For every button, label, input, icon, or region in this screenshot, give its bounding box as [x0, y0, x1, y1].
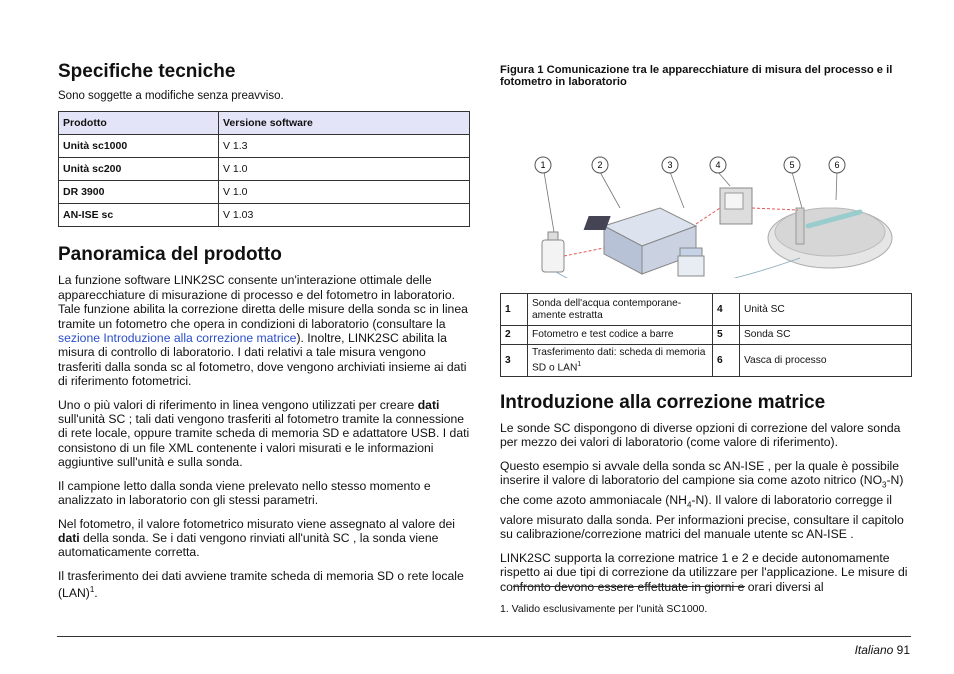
legend-text: Sonda dell'acqua contemporane-amente estratta [528, 294, 713, 326]
callout-label: 4 [715, 160, 721, 170]
specs-title: Specifiche tecniche [58, 61, 236, 82]
callouts [535, 157, 845, 173]
callout-label: 3 [667, 160, 673, 170]
table-row [501, 345, 912, 377]
footer-divider [57, 636, 911, 637]
callout-label: 1 [540, 160, 546, 170]
footer-language: Italiano [854, 643, 894, 657]
subscript: 3 [882, 480, 887, 490]
product-cell: Unità sc200 [59, 158, 219, 181]
footnote-divider [513, 586, 745, 587]
overview-paragraph-2 [58, 398, 470, 470]
table-row [59, 135, 470, 158]
legend-number: 6 [713, 345, 740, 377]
bold-term: dati [417, 397, 440, 412]
footnote: 1. Valido esclusivamente per l'unità SC1000. [500, 603, 708, 615]
overview-paragraph-3: Il campione letto dalla sonda viene prelevato nello stesso momento e analizzato in laboratorio con gli stessi parametri. [58, 478, 431, 508]
legend-number: 2 [501, 326, 528, 345]
section-link[interactable]: sezione Introduzione alla correzione matrice [58, 331, 297, 346]
legend-text: Vasca di processo [740, 345, 912, 377]
intro-title: Introduzione alla correzione matrice [500, 392, 826, 413]
legend-table [500, 293, 912, 377]
page-footer [855, 643, 910, 657]
text-span: ). Inoltre, LINK2SC abilita la misura di controllo di laboratorio. I dati relativi a tale misura vengono trasferiti dalla sonda sc al fotometro, dove vengono archiviati insieme ai dati di riferimento fotometrici. [58, 331, 467, 389]
legend-number: 4 [713, 294, 740, 326]
product-cell: DR 3900 [59, 181, 219, 204]
sc-controller-icon [720, 188, 752, 224]
product-cell: Unità sc1000 [59, 135, 219, 158]
text-span: . [94, 586, 98, 601]
sample-bottle-icon [542, 232, 564, 272]
callout-3 [662, 157, 678, 173]
text-span: La funzione software LINK2SC consente un'interazione ottimale delle apparecchiature di misurazione di processo e del fotometro in laboratorio. Tale funzione abilita la correzione diretta delle misure della sonda sc in linea tramite un fotometro che opera in condizioni di laboratorio (consultare la [58, 273, 468, 331]
legend-text [528, 345, 713, 377]
version-cell: V 1.0 [219, 158, 470, 181]
callout-label: 2 [597, 160, 603, 170]
text-span: -N). Il valore di laboratorio corregge il valore misurato dalla sonda. Per informazioni precise, consultare il capitolo su calibrazione/correzione matrici del manuale utente sc AN-ISE . [500, 493, 904, 542]
overview-paragraph-1 [58, 273, 470, 388]
legend-text: Unità SC [740, 294, 912, 326]
specs-subtitle: Sono soggette a modifiche senza preavviso. [58, 90, 284, 102]
callout-2 [592, 157, 608, 173]
bold-term: dati [58, 530, 80, 545]
callout-4 [710, 157, 726, 173]
overview-paragraph-5 [58, 569, 470, 601]
product-cell: AN-ISE sc [59, 204, 219, 227]
sc-probe-icon [796, 208, 804, 244]
table-row [501, 294, 912, 326]
version-cell: V 1.3 [219, 135, 470, 158]
text-span: Il trasferimento dei dati avviene tramite scheda di memoria SD o rete locale (LAN) [58, 568, 464, 601]
overview-paragraph-4 [58, 517, 470, 560]
version-cell: V 1.0 [219, 181, 470, 204]
legend-number: 3 [501, 345, 528, 377]
text-span: sull'unità SC ; tali dati vengono trasferiti al fotometro tramite la connessione di rete locale, oppure tramite scheda di memoria SD e adattatore USB. I dati consistono di un file XML contenente i valori misurati e le informazioni aggiuntive sull'unità e sulla sonda. [58, 412, 470, 470]
figure-illustration [500, 108, 912, 278]
footnote-ref[interactable]: 1 [89, 585, 95, 595]
intro-paragraph-1: Le sonde SC dispongono di diverse opzioni di correzione del valore sonda per mezzo dei valori di laboratorio (come valore di riferimento). [500, 421, 901, 450]
text-span: -N) che come azoto ammoniacale (NH [500, 473, 904, 508]
legend-number: 1 [501, 294, 528, 326]
intro-paragraph-2 [500, 459, 912, 542]
table-row [59, 204, 470, 227]
callout-label: 5 [789, 160, 795, 170]
text-span: Questo esempio si avvale della sonda sc AN-ISE , per la quale è possibile inserire il valore di laboratorio del campione sia come azoto nitrico (NO [500, 458, 900, 488]
right-column [500, 64, 912, 603]
callout-5 [784, 157, 800, 173]
callout-label: 6 [834, 160, 840, 170]
text-span: Trasferimento dati: scheda di memoria SD o LAN [532, 347, 706, 374]
text-span: Nel fotometro, il valore fotometrico misurato viene assegnato al valore dei [58, 516, 455, 531]
overview-title: Panoramica del prodotto [58, 244, 282, 266]
legend-text: Fotometro e test codice a barre [528, 326, 713, 345]
version-cell: V 1.03 [219, 204, 470, 227]
figure-caption: Figura 1 Comunicazione tra le apparecchiature di misura del processo e il fotometro in laboratorio [500, 64, 893, 88]
test-kit-box-icon [678, 248, 704, 276]
subscript: 4 [686, 500, 692, 510]
header-product: Prodotto [59, 112, 219, 135]
table-header-row [59, 112, 470, 135]
legend-text: Sonda SC [740, 326, 912, 345]
callout-6 [829, 157, 845, 173]
table-row [59, 158, 470, 181]
communication-diagram [500, 108, 912, 278]
text-span: della sonda. Se i dati vengono rinviati all'unità SC , la sonda viene automaticamente corretta. [58, 530, 439, 560]
left-column [58, 60, 470, 610]
intro-paragraph-3: LINK2SC supporta la correzione matrice 1 e 2 e decide autonomamente rispetto ai due tipi di correzione da utilizzare per l'applicazione. Le misure di confronto devono essere effettuate in giorni e orari diversi al [500, 550, 908, 594]
specs-table [58, 111, 470, 227]
text-span: Uno o più valori di riferimento in linea vengono utilizzati per creare [58, 397, 418, 412]
table-row [501, 326, 912, 345]
callout-1 [535, 157, 551, 173]
legend-number: 5 [713, 326, 740, 345]
footnote-ref[interactable]: 1 [577, 360, 582, 368]
table-row [59, 181, 470, 204]
header-version: Versione software [219, 112, 470, 135]
process-tank-icon [768, 208, 892, 268]
page-number: 91 [896, 643, 910, 657]
